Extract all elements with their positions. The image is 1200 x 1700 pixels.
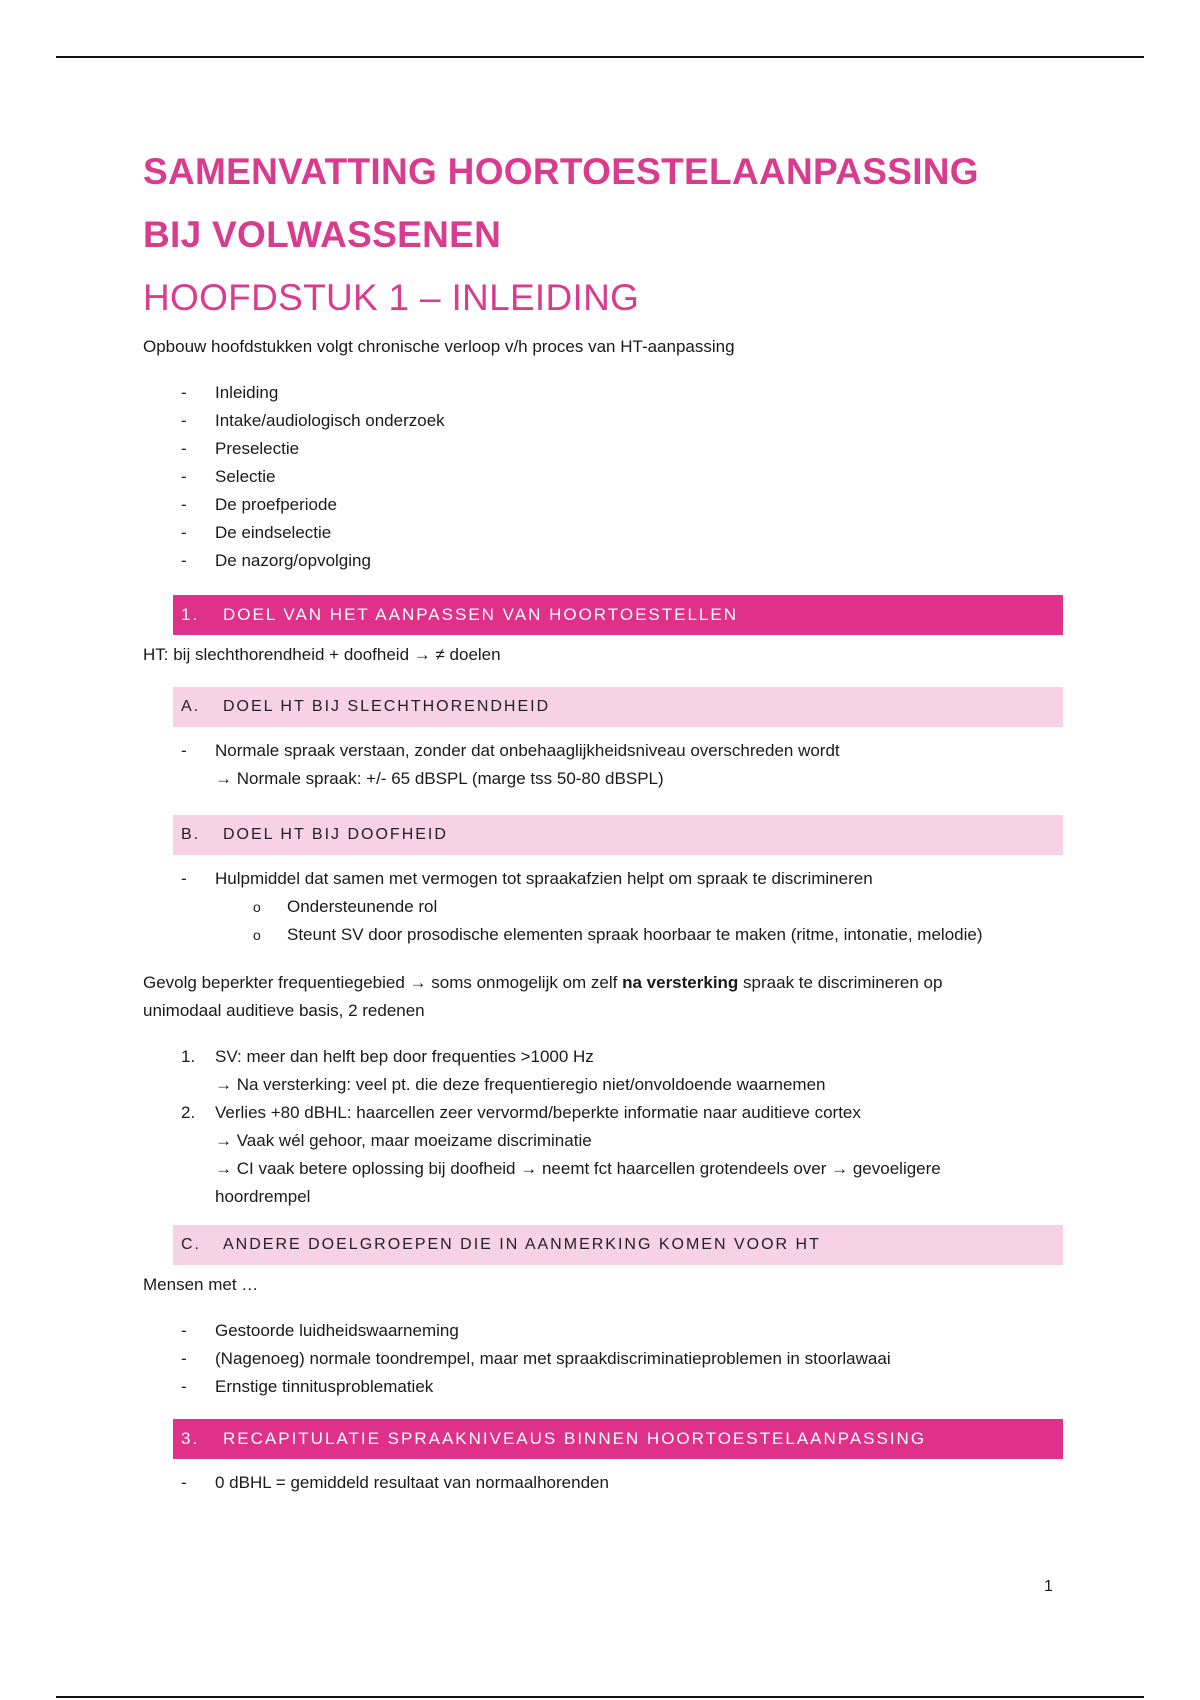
document-title bbox=[143, 140, 1063, 266]
page-number: 1 bbox=[1044, 1578, 1053, 1595]
list-item: - Gestoorde luidheidswaarneming bbox=[181, 1321, 459, 1340]
section-heading-b: B. DOEL HT BIJ DOOFHEID bbox=[173, 815, 1063, 855]
section-heading-1: 1. DOEL VAN HET AANPASSEN VAN HOORTOESTELLEN bbox=[173, 595, 1063, 635]
section-heading-a: A. DOEL HT BIJ SLECHTHORENDHEID bbox=[173, 687, 1063, 727]
section-3-list bbox=[143, 1469, 1063, 1497]
list-item: - Selectie bbox=[181, 467, 276, 486]
chapter-heading: HOOFDSTUK 1 – INLEIDING bbox=[143, 277, 640, 318]
list-item: - (Nagenoeg) normale toondrempel, maar met spraakdiscriminatieproblemen in stoorlawaai bbox=[181, 1349, 891, 1368]
list-item: - De eindselectie bbox=[181, 523, 332, 542]
footer-rule bbox=[56, 1696, 1144, 1698]
section-c-intro: Mensen met … bbox=[143, 1275, 259, 1294]
section-b-sublist bbox=[143, 893, 1063, 949]
intro-text: Opbouw hoofdstukken volgt chronische verloop v/h proces van HT-aanpassing bbox=[143, 337, 735, 356]
list-item: - 0 dBHL = gemiddeld resultaat van normaalhorenden bbox=[181, 1473, 609, 1492]
list-item: - Hulpmiddel dat samen met vermogen tot spraakafzien helpt om spraak te discrimineren bbox=[181, 869, 873, 888]
list-item: o Ondersteunende rol bbox=[253, 897, 438, 916]
page-content bbox=[143, 140, 1063, 1497]
list-item: 2. Verlies +80 dBHL: haarcellen zeer vervormd/beperkte informatie naar auditieve cortex → Vaak wél gehoor, maar moeizame discriminatie → CI vaak betere oplossing bij doofheid → neemt fct haarcellen grotendeels over → gevoeligere hoordrempel bbox=[181, 1103, 941, 1206]
gevolg-paragraph: Gevolg beperkter frequentiegebied → soms onmogelijk om zelf na versterking spraak te discrimineren op unimodaal auditieve basis, 2 redenen bbox=[143, 973, 943, 1020]
section-a-list bbox=[143, 737, 1063, 793]
title-line-2: BIJ VOLWASSENEN bbox=[143, 214, 502, 255]
list-item: - De nazorg/opvolging bbox=[181, 551, 371, 570]
list-item: - Normale spraak verstaan, zonder dat onbehaaglijkheidsniveau overschreden wordt → Normale spraak: +/- 65 dBSPL (marge tss 50-80 dBSPL) bbox=[181, 741, 840, 788]
list-item: - Intake/audiologisch onderzoek bbox=[181, 411, 445, 430]
list-item: o Steunt SV door prosodische elementen spraak hoorbaar te maken (ritme, intonatie, melodie) bbox=[253, 925, 983, 944]
list-item: - Inleiding bbox=[181, 383, 279, 402]
header-rule bbox=[56, 56, 1144, 58]
reasons-list bbox=[143, 1043, 1063, 1211]
list-item: - De proefperiode bbox=[181, 495, 337, 514]
chapter-list bbox=[143, 379, 1063, 575]
list-item: 1. SV: meer dan helft bep door frequenties >1000 Hz → Na versterking: veel pt. die deze frequentieregio niet/onvoldoende waarnemen bbox=[181, 1047, 826, 1094]
section-heading-c: C. ANDERE DOELGROEPEN DIE IN AANMERKING KOMEN VOOR HT bbox=[173, 1225, 1063, 1265]
list-item: - Preselectie bbox=[181, 439, 300, 458]
section-b-list bbox=[143, 865, 1063, 893]
section-c-list bbox=[143, 1317, 1063, 1401]
section-1-text: HT: bij slechthorendheid + doofheid → ≠ doelen bbox=[143, 645, 501, 664]
section-heading-3: 3. RECAPITULATIE SPRAAKNIVEAUS BINNEN HOORTOESTELAANPASSING bbox=[173, 1419, 1063, 1459]
list-item: - Ernstige tinnitusproblematiek bbox=[181, 1377, 434, 1396]
title-line-1: SAMENVATTING HOORTOESTELAANPASSING bbox=[143, 151, 979, 192]
